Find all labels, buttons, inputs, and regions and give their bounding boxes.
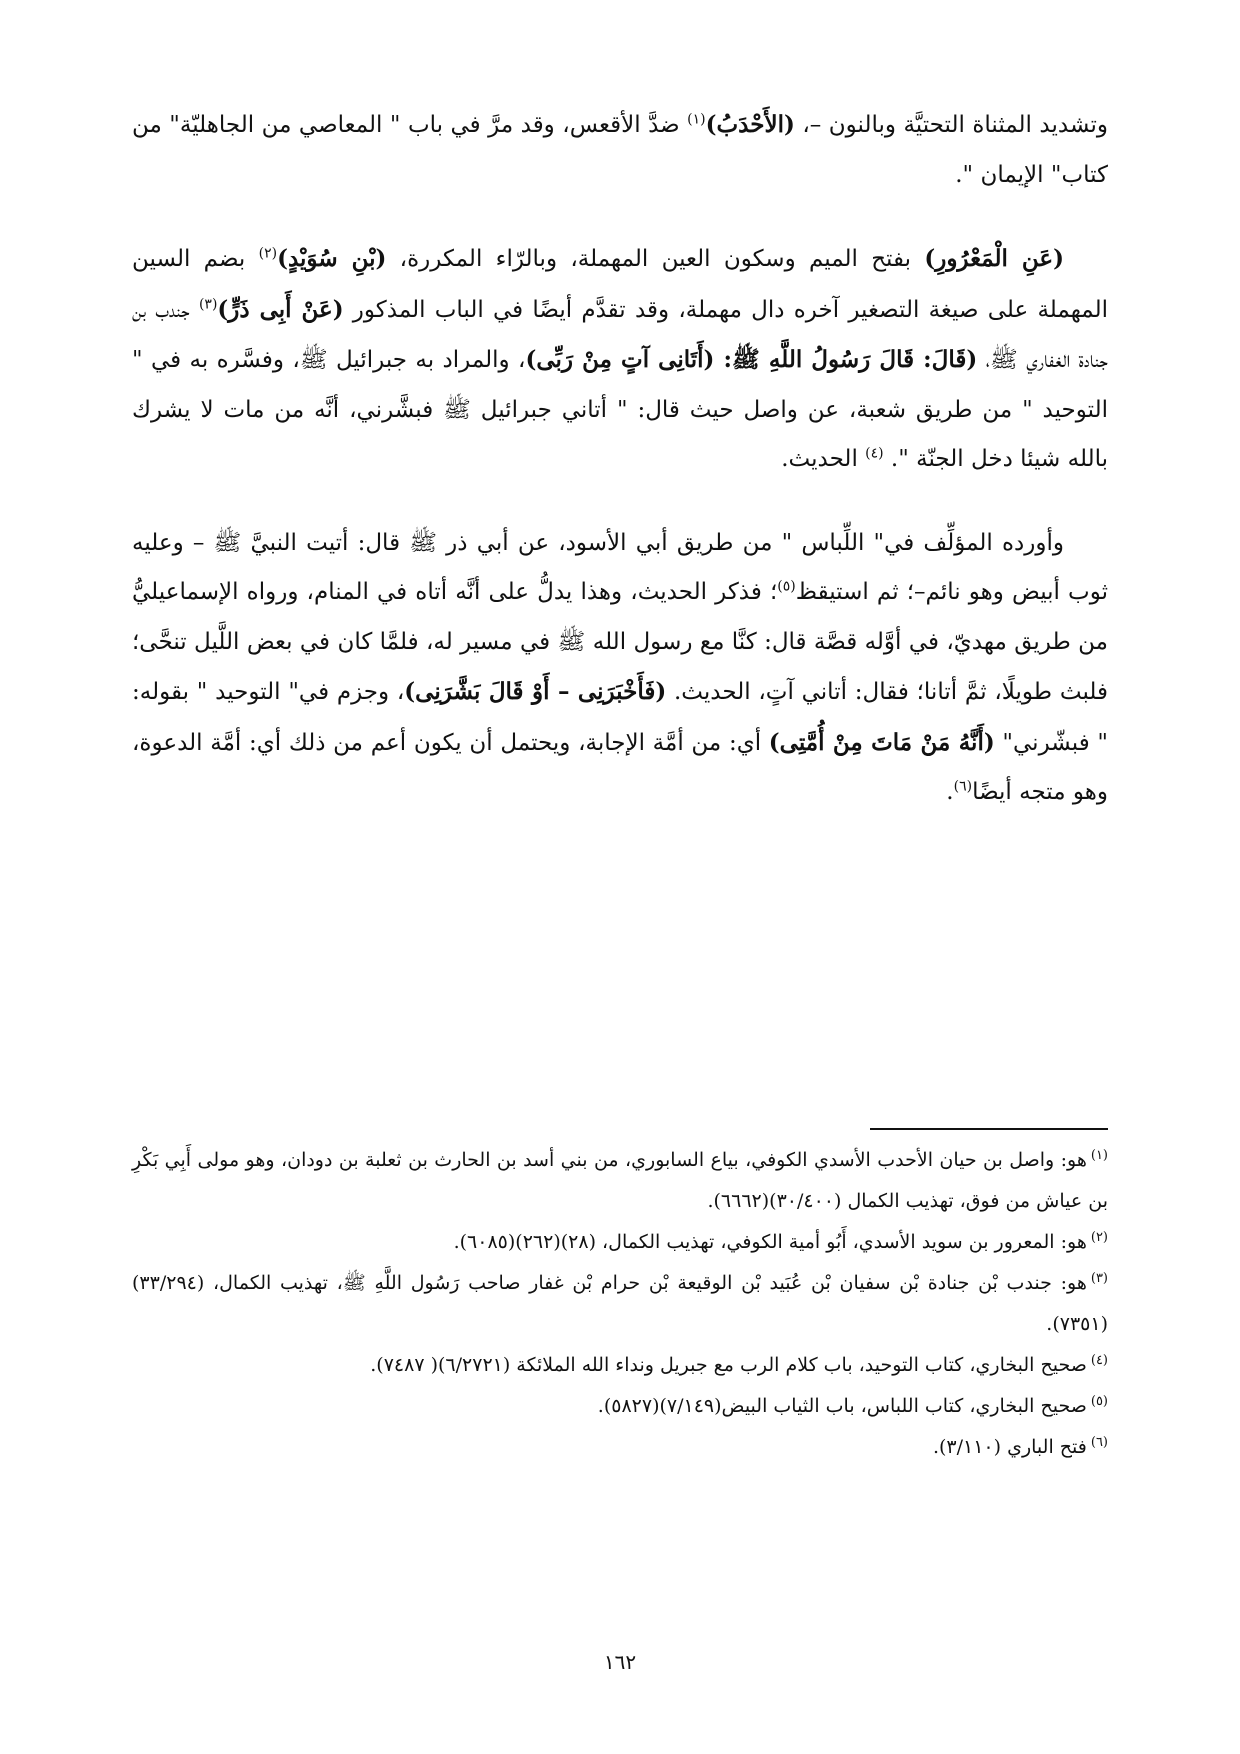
footnote <box>132 1140 1108 1222</box>
footnote-number: (٢) <box>1090 1229 1108 1245</box>
footnote-text: صحيح البخاري، كتاب التوحيد، باب كلام الرب مع جبريل ونداء الله الملائكة (٦/٢٧٢١)( ٧٤٨٧). <box>370 1354 1087 1376</box>
text-segment: ، والمراد به جبرائيل ﷺ، وفسَّره به في " التوحيد " من طريق شعبة، عن واصل حيث قال: " أتاني جبرائيل ﷺ فبشَّرني، أنَّه من مات لا يشرك بالله شيئا دخل الجنّة ". <box>132 347 1108 472</box>
footnote-ref: (٢) <box>258 245 278 262</box>
footnote-text: صحيح البخاري، كتاب اللباس، باب الثياب البيض(٧/١٤٩)(٥٨٢٧). <box>597 1395 1087 1417</box>
footnote-ref: (٤) <box>865 445 884 462</box>
page-number: ١٦٢ <box>603 1650 637 1674</box>
quoted-text: (الأَحْدَبُ) <box>705 111 795 138</box>
footnotes <box>132 1140 1108 1468</box>
quoted-text: (عَنْ أَبِى ذَرٍّ) <box>217 295 344 323</box>
footnote-number: (٤) <box>1090 1352 1108 1368</box>
footnote-number: (٣) <box>1090 1270 1108 1286</box>
body-paragraph <box>132 234 1108 485</box>
text-segment: ، وجزم في" التوحيد " بقوله: " فبشّرني" <box>132 679 1109 756</box>
footnote-number: (٦) <box>1090 1434 1108 1450</box>
footnote-ref: (٥) <box>777 578 796 595</box>
text-segment: أي: من أمَّة الإجابة، ويحتمل أن يكون أعم من ذلك أي: أمَّة الدعوة، وهو متجه أيضًا <box>132 729 1108 805</box>
text-segment: . <box>946 779 954 805</box>
footnote-text: هو: جندب بْن جنادة بْن سفيان بْن عُبَيد بْن الوقيعة بْن حرام بْن غفار صاحب رَسُول اللَّهِ ﷺ، تهذيب الكمال، (٣٣/٢٩٤)(٧٣٥١). <box>132 1272 1108 1335</box>
footnote-text: فتح الباري (٣/١١٠). <box>932 1436 1087 1458</box>
text-segment: وتشديد المثناة التحتيَّة وبالنون –، <box>794 112 1108 138</box>
text-segment: بضم السين المهملة على صيغة التصغير آخره دال مهملة، وقد تقدَّم أيضًا في الباب المذكور <box>132 246 1108 323</box>
quoted-text: (قَالَ: قَالَ رَسُولُ اللَّهِ ﷺ: (أَتَانِى آتٍ مِنْ رَبِّى) <box>525 346 978 373</box>
text-segment: ضدَّ الأقعس، وقد مرَّ في باب " المعاصي من الجاهليّة" من كتاب" الإيمان ". <box>132 112 1108 188</box>
quoted-text: (أَنَّهُ مَنْ مَاتَ مِنْ أُمَّتِى) <box>768 728 995 756</box>
footnote-text: هو: واصل بن حيان الأحدب الأسدي الكوفي، بياع السابوري، من بني أسد بن الحارث بن ثعلبة بن دودان، وهو مولى أَبِي بَكْرِ بن عياش من فوق، تهذيب الكمال (٣٠/٤٠٠)(٦٦٦٢). <box>132 1149 1108 1212</box>
footnote-number: (٥) <box>1090 1393 1108 1409</box>
text-segment: بفتح الميم وسكون العين المهملة، وبالرّاء المكررة، <box>386 246 925 272</box>
footnote <box>132 1263 1108 1345</box>
footnote <box>132 1386 1108 1427</box>
footnote <box>132 1427 1108 1468</box>
footnote <box>132 1345 1108 1386</box>
text-segment: جندب بن جنادة الغفاري ﷺ، <box>132 296 1109 373</box>
footnote-ref: (١) <box>687 111 706 128</box>
text-segment: وأورده المؤلِّف في" اللِّباس " من طريق أبي الأسود، عن أبي ذر ﷺ قال: أتيت النبيَّ ﷺ – وعليه ثوب أبيض وهو نائم–؛ ثم استيقظ <box>132 529 1108 605</box>
footnote-text: هو: المعرور بن سويد الأسدي، أَبُو أمية الكوفي، تهذيب الكمال، (٢٨)(٢٦٢)(٦٠٨٥). <box>453 1231 1087 1253</box>
main-text <box>132 100 1108 852</box>
text-segment: الحديث. <box>781 446 866 472</box>
footnote <box>132 1222 1108 1263</box>
body-paragraph <box>132 100 1108 200</box>
footnote-ref: (٦) <box>953 778 973 795</box>
body-paragraph <box>132 519 1108 818</box>
quoted-text: (عَنِ الْمَعْرُورِ) <box>924 245 1065 272</box>
quoted-text: (فَأَخْبَرَنِى – أَوْ قَالَ بَشَّرَنِى) <box>404 678 667 705</box>
footnote-ref: (٣) <box>198 295 218 312</box>
text-segment: ؛ فذكر الحديث، وهذا يدلُّ على أنَّه أتاه في المنام، ورواه الإسماعيليُّ من طريق مهديّ، في أوَّله قصَّة قال: كنَّا مع رسول الله ﷺ في مسير له، فلمَّا كان في بعض اللَّيل تنحَّى؛ فلبث طويلًا، ثمَّ أتانا؛ فقال: أتاني آتٍ، الحديث. <box>132 579 1109 705</box>
footnote-divider <box>870 1128 1108 1130</box>
quoted-text: (بْنِ سُوَيْدٍ) <box>277 245 387 272</box>
footnote-number: (١) <box>1090 1147 1108 1163</box>
